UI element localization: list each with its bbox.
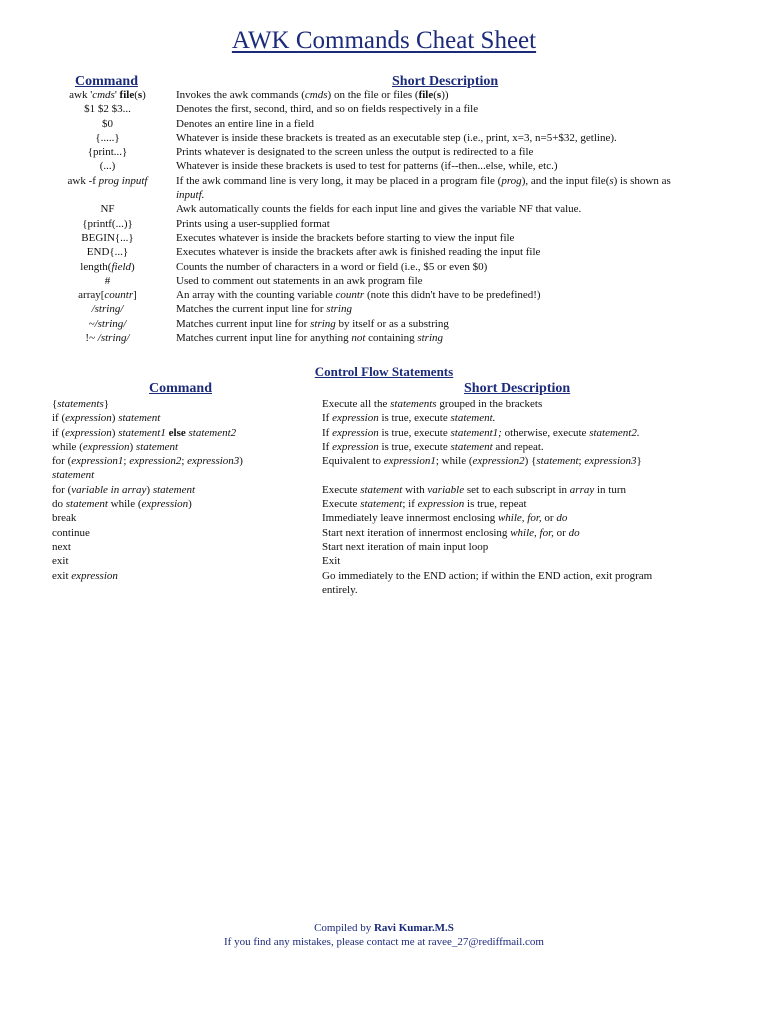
description-cell: Go immediately to the END action; if within the END action, exit program entirely.: [322, 569, 653, 596]
table-row: [52, 483, 712, 497]
command-cell: (...): [99, 160, 116, 173]
command-cell: array[countr]: [78, 289, 137, 302]
command-cell: END{...}: [86, 246, 129, 259]
description-cell: If expression is true, execute statement.: [322, 412, 496, 425]
command-cell: exit: [52, 555, 69, 568]
table-row: [40, 117, 700, 131]
table-row: [52, 454, 712, 483]
command-cell: awk -f prog inputf: [67, 174, 148, 187]
description-cell: Denotes the first, second, third, and so on fields respectively in a file: [176, 103, 479, 116]
description-cell: Executes whatever is inside the brackets after awk is finished reading the input file: [176, 246, 541, 259]
description-cell: Immediately leave innermost enclosing while, for, or do: [322, 512, 568, 525]
compiled-by-label: Compiled by: [314, 922, 372, 934]
description-cell: If expression is true, execute statement and repeat.: [322, 440, 544, 453]
command-cell: $0: [102, 117, 113, 130]
table-row: [52, 540, 712, 554]
description-cell: Matches current input line for anything not containing string: [176, 332, 444, 345]
table-row: [52, 554, 712, 568]
command-cell: #: [104, 274, 111, 287]
table-row: [52, 397, 712, 411]
description-cell: Execute statement with variable set to each subscript in array in turn: [322, 483, 627, 496]
command-cell: !~ /string/: [85, 332, 130, 345]
description-cell: Invokes the awk commands (cmds) on the file or files (file(s)): [176, 89, 449, 101]
description-cell: Execute all the statements grouped in the brackets: [322, 398, 543, 410]
command-cell: break: [52, 512, 77, 525]
command-cell: continue: [52, 526, 90, 539]
description-cell: Execute statement; if expression is true, repeat: [322, 498, 527, 511]
description-cell: If the awk command line is very long, it may be placed in a program file (prog), and the input file(s) is shown as inputf.: [176, 174, 671, 202]
table-row: [52, 511, 712, 525]
table1-command-header: Command: [75, 74, 139, 89]
table-row: [52, 497, 712, 511]
command-cell: next: [52, 540, 71, 553]
table-row: [40, 274, 700, 288]
command-cell: /string/: [91, 303, 124, 316]
command-cell: {statements}: [52, 398, 110, 410]
command-cell: if (expression) statement: [52, 412, 161, 425]
command-cell: ~/string/: [88, 317, 127, 330]
description-cell: Exit: [322, 555, 341, 568]
table-row: [40, 288, 700, 302]
author-name: Ravi Kumar.M.S: [373, 922, 454, 934]
control-flow-heading: Control Flow Statements: [314, 364, 454, 379]
table-row: [40, 302, 700, 316]
description-cell: Denotes an entire line in a field: [176, 117, 315, 130]
commands-table: [40, 88, 700, 345]
table2-description-header: Short Description: [464, 381, 571, 396]
command-cell: BEGIN{...}: [81, 231, 134, 244]
description-cell: Start next iteration of innermost enclosing while, for, or do: [322, 526, 580, 539]
table-row: [40, 145, 700, 159]
table-row: [40, 131, 700, 145]
table-row: [40, 245, 700, 259]
table-row: [52, 526, 712, 540]
description-cell: An array with the counting variable countr (note this didn't have to be predefined!): [176, 289, 541, 302]
command-cell: awk 'cmds' file(s): [69, 89, 146, 101]
description-cell: Used to comment out statements in an awk program file: [176, 274, 423, 287]
description-cell: Prints using a user-supplied format: [176, 217, 330, 230]
table-row: [52, 411, 712, 425]
description-cell: Counts the number of characters in a word or field (i.e., $5 or even $0): [176, 260, 488, 273]
footer: [0, 921, 768, 949]
table-row: [40, 174, 700, 203]
command-cell: do statement while (expression): [52, 498, 192, 511]
description-cell: Whatever is inside these brackets is used to test for patterns (if--then...else, while, etc.): [176, 160, 558, 173]
table-row: [52, 569, 712, 598]
table-row: [40, 88, 700, 102]
command-cell: for (expression1; expression2; expression3) statement: [52, 455, 243, 482]
compiled-by-line: [0, 921, 768, 935]
page-title: AWK Commands Cheat Sheet: [231, 27, 537, 54]
description-cell: Matches current input line for string by itself or as a substring: [176, 317, 449, 330]
command-cell: {.....}: [95, 131, 120, 144]
command-cell: NF: [100, 203, 115, 216]
command-cell: while (expression) statement: [52, 440, 179, 453]
description-cell: Whatever is inside these brackets is treated as an executable step (i.e., print, x=3, n=5+$32, getline).: [176, 131, 617, 144]
description-cell: Matches the current input line for string: [176, 303, 352, 316]
command-cell: {printf(...)}: [82, 217, 133, 230]
command-cell: for (variable in array) statement: [52, 483, 196, 496]
table-row: [52, 440, 712, 454]
table-row: [40, 231, 700, 245]
command-cell: if (expression) statement1 else statement2: [52, 426, 237, 439]
contact-line[interactable]: If you find any mistakes, please contact me at ravee_27@rediffmail.com: [224, 936, 544, 948]
description-cell: Prints whatever is designated to the screen unless the output is redirected to a file: [176, 146, 534, 159]
description-cell: Equivalent to expression1; while (expression2) {statement; expression3}: [322, 455, 642, 468]
table-row: [40, 202, 700, 216]
table-row: [40, 317, 700, 331]
command-cell: {print...}: [87, 146, 128, 159]
table-row: [40, 217, 700, 231]
control-flow-table: [52, 397, 712, 597]
description-cell: Executes whatever is inside the brackets before starting to view the input file: [176, 231, 515, 244]
command-cell: $1 $2 $3...: [84, 103, 131, 116]
table-row: [40, 260, 700, 274]
description-cell: Start next iteration of main input loop: [322, 540, 489, 553]
description-cell: If expression is true, execute statement1; otherwise, execute statement2.: [322, 426, 640, 439]
table-row: [40, 159, 700, 173]
description-cell: Awk automatically counts the fields for each input line and gives the variable NF that value.: [176, 203, 582, 216]
command-cell: exit expression: [52, 569, 118, 582]
table2-command-header: Command: [149, 381, 213, 396]
command-cell: length(field): [80, 260, 135, 273]
table1-description-header: Short Description: [392, 74, 499, 89]
table-row: [52, 426, 712, 440]
table-row: [40, 102, 700, 116]
table-row: [40, 331, 700, 345]
